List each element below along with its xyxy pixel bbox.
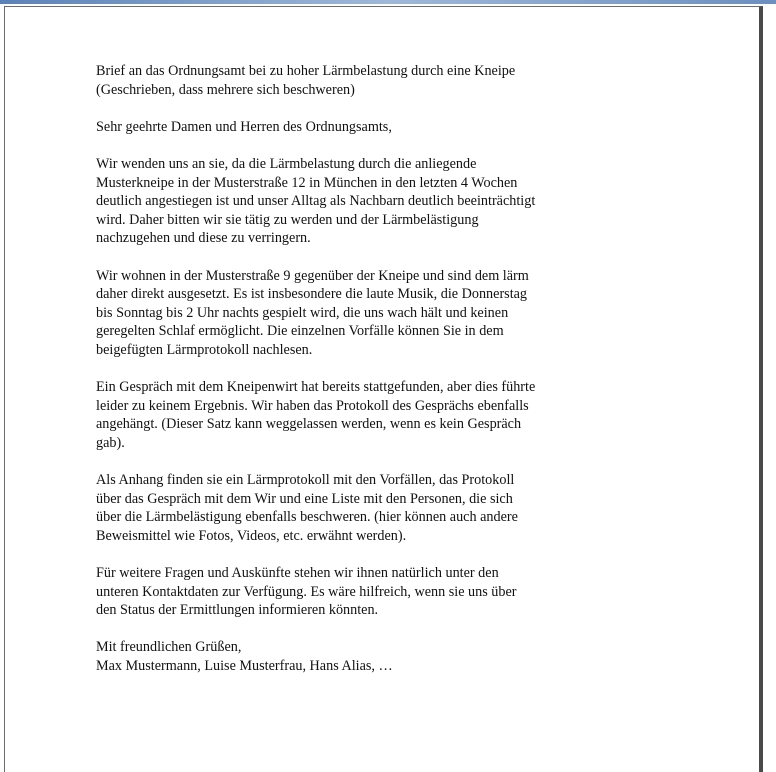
letter-salutation: Sehr geehrte Damen und Herren des Ordnungsamts, bbox=[96, 118, 392, 135]
letter-subject: Brief an das Ordnungsamt bei zu hoher Lärmbelastung durch eine Kneipe (Geschrieben, dass mehrere sich beschweren) bbox=[96, 63, 516, 98]
letter-paragraph-4: Als Anhang finden sie ein Lärmprotokoll mit den Vorfällen, das Protokoll über das Gespräch mit dem Wir und eine Liste mit den Personen, die sich über die Lärmbelästigung ebenfalls beschweren. (hier können auch andere Beweismittel wie Fotos, Videos, etc. erwähnt werden). bbox=[96, 472, 518, 544]
letter-closing: Mit freundlichen Grüßen, Max Mustermann, Luise Musterfrau, Hans Alias, … bbox=[96, 639, 393, 674]
letter-body bbox=[96, 62, 696, 676]
document-page[interactable] bbox=[4, 6, 763, 772]
window-top-bar bbox=[0, 0, 776, 4]
letter-paragraph-5: Für weitere Fragen und Auskünfte stehen wir ihnen natürlich unter den unteren Kontaktdaten zur Verfügung. Es wäre hilfreich, wenn sie uns über den Status der Ermittlungen informieren könnten. bbox=[96, 565, 517, 619]
letter-paragraph-1: Wir wenden uns an sie, da die Lärmbelastung durch die anliegende Musterkneipe in der Musterstraße 12 in München in den letzten 4 Wochen deutlich angestiegen ist und unser Alltag als Nachbarn deutlich beeinträchtigt wird. Daher bitten wir sie tätig zu werden und der Lärmbelästigung nachzugehen und diese zu verringern. bbox=[96, 155, 536, 247]
letter-paragraph-3: Ein Gespräch mit dem Kneipenwirt hat bereits stattgefunden, aber dies führte leider zu keinem Ergebnis. Wir haben das Protokoll des Gesprächs ebenfalls angehängt. (Dieser Satz kann weggelassen werden, wenn es kein Gespräch gab). bbox=[96, 379, 536, 451]
letter-paragraph-2: Wir wohnen in der Musterstraße 9 gegenüber der Kneipe und sind dem lärm daher direkt ausgesetzt. Es ist insbesondere die laute Musik, die Donnerstag bis Sonntag bis 2 Uhr nachts gespielt wird, die uns wach hält und keinen geregelten Schlaf ermöglicht. Die einzelnen Vorfälle können Sie in dem beigefügten Lärmprotokoll nachlesen. bbox=[96, 267, 529, 358]
